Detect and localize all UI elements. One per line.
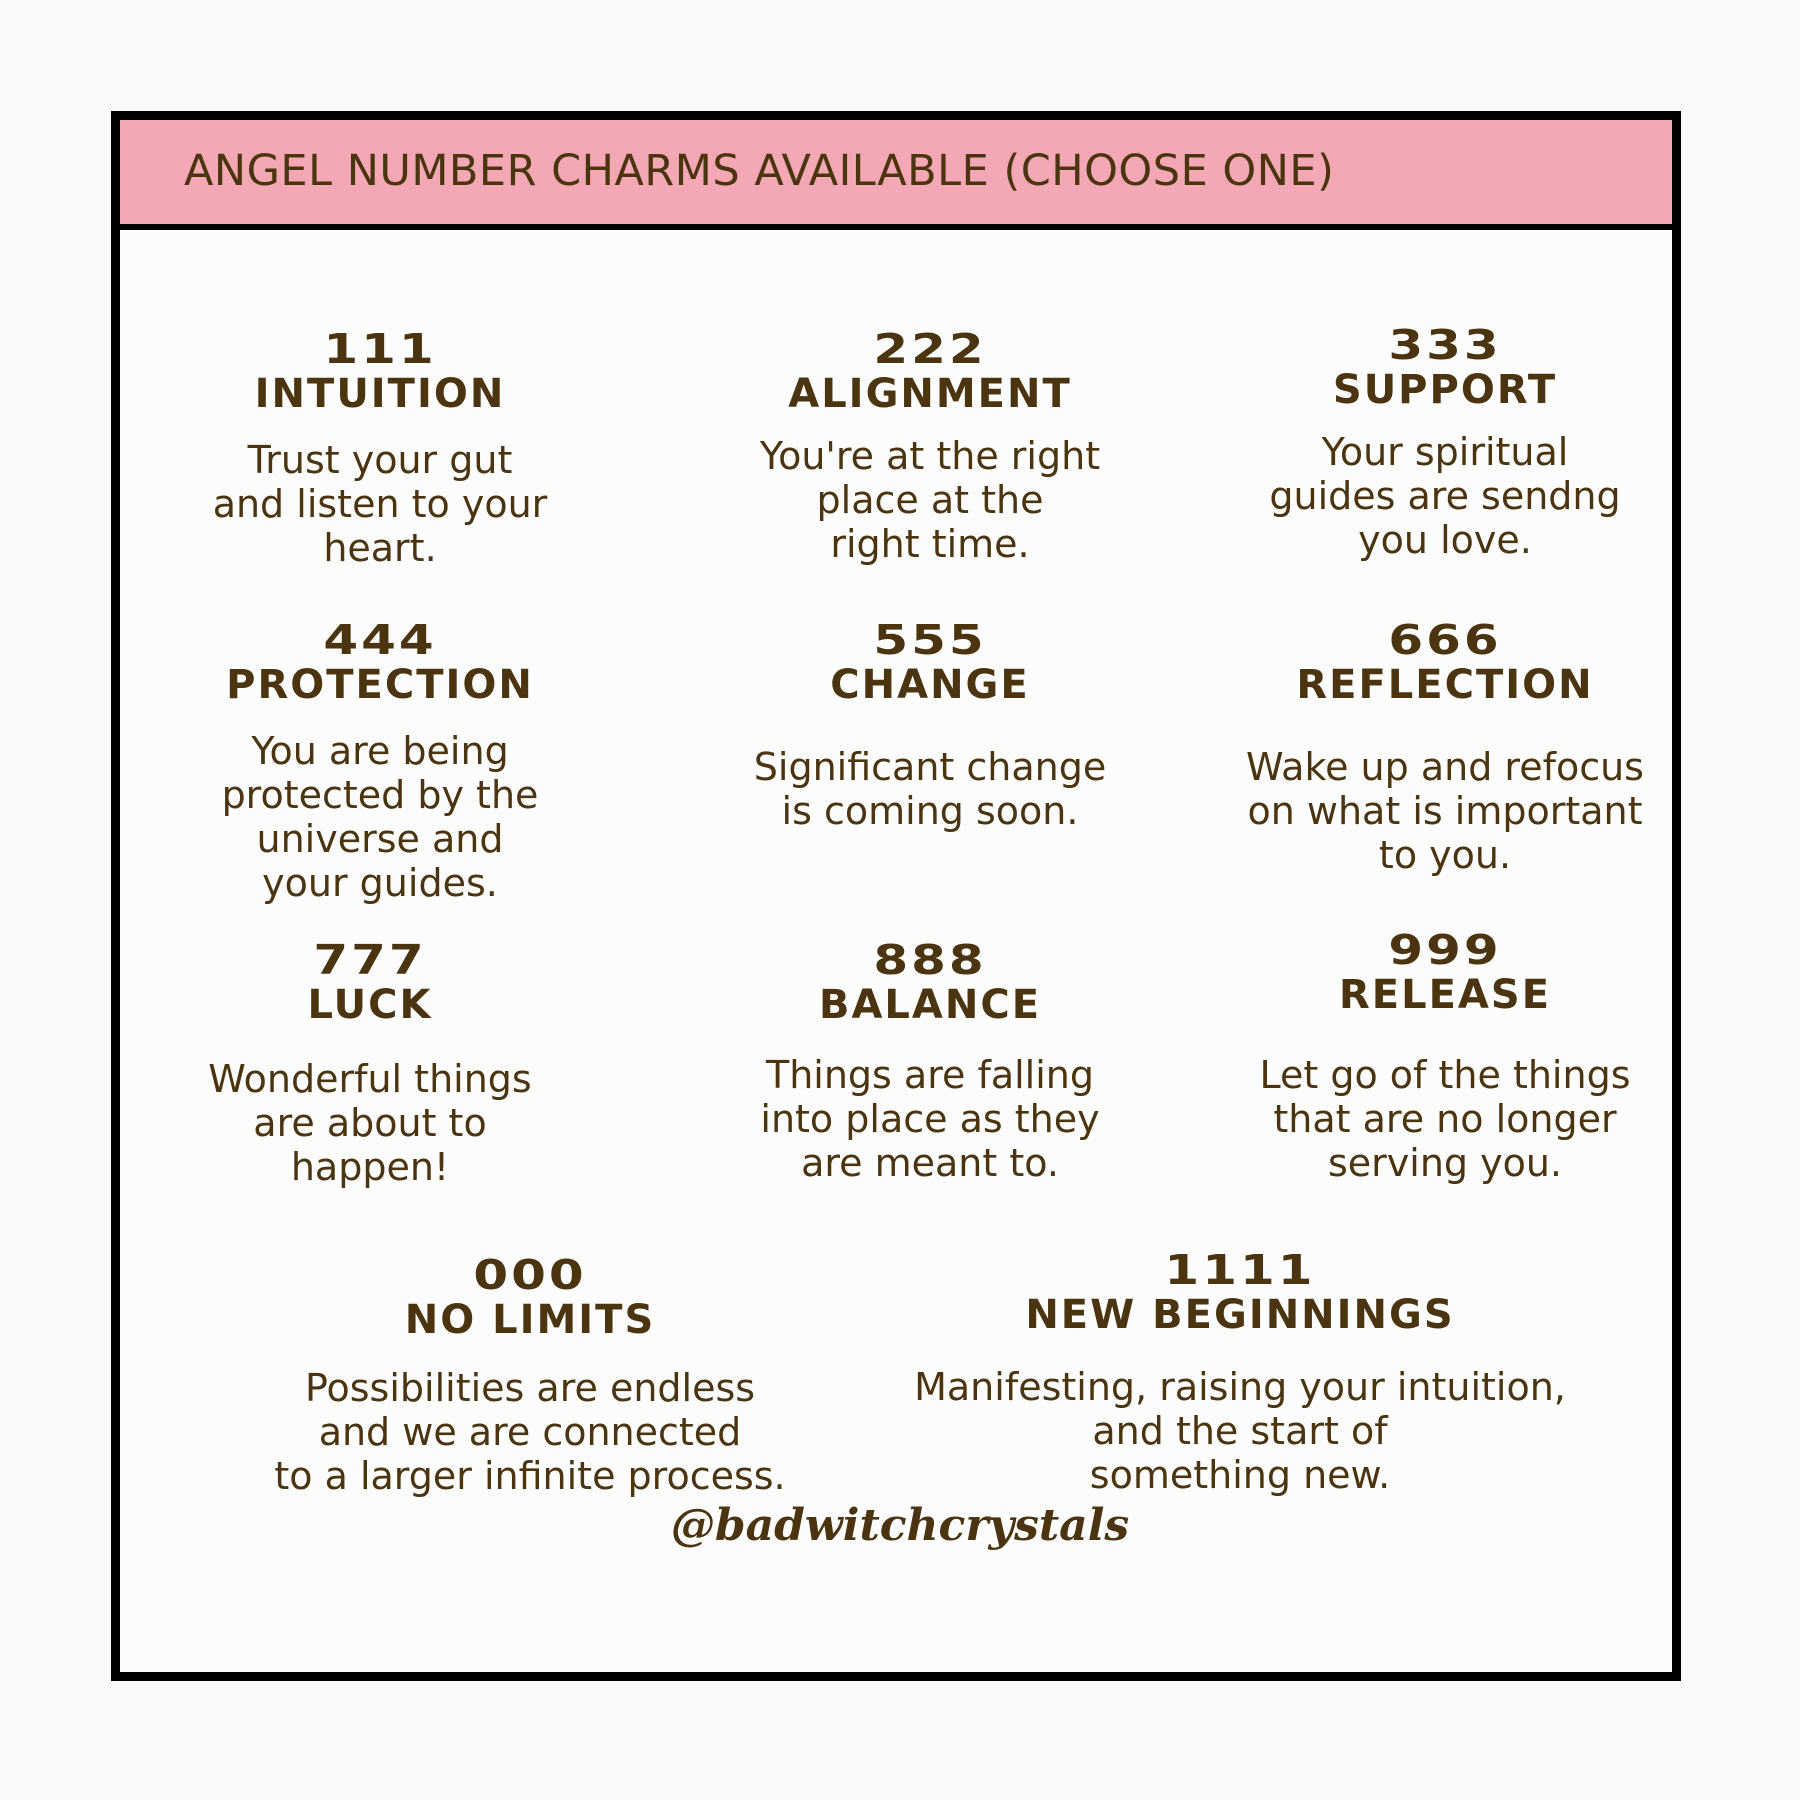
charm-name: REFLECTION	[1296, 662, 1594, 708]
charm-1111	[870, 1245, 1610, 1497]
charm-number: 777	[313, 936, 427, 984]
charm-number: 222	[873, 325, 987, 373]
charm-name: BALANCE	[818, 982, 1042, 1028]
charm-name: SUPPORT	[1332, 367, 1558, 413]
charm-description: You're at the right place at the right time.	[759, 434, 1101, 566]
charm-name: NEW BEGINNINGS	[1025, 1292, 1455, 1338]
charm-number: 000	[473, 1251, 587, 1299]
charm-description: Your spiritual guides are sendng you love.	[1269, 430, 1621, 562]
charm-number: 444	[323, 616, 437, 664]
charm-name: RELEASE	[1338, 972, 1552, 1018]
charm-description: You are being protected by the universe and your guides.	[221, 729, 539, 905]
charm-description: Possibilities are endless and we are connected to a larger infinite process.	[274, 1366, 786, 1498]
charm-888	[700, 935, 1160, 1185]
charm-999	[1210, 925, 1680, 1185]
charm-000	[240, 1250, 820, 1498]
header-band	[120, 120, 1672, 230]
charm-111	[155, 324, 605, 570]
charm-name: INTUITION	[254, 371, 506, 417]
charm-description: Wake up and refocus on what is important to you.	[1246, 745, 1644, 877]
charm-description: Things are falling into place as they are meant to.	[760, 1053, 1100, 1185]
charm-666	[1200, 615, 1690, 877]
charm-number: 888	[873, 936, 987, 984]
page-title: ANGEL NUMBER CHARMS AVAILABLE (CHOOSE ONE)	[184, 146, 1335, 196]
charm-name: LUCK	[307, 982, 433, 1028]
charm-name: CHANGE	[830, 662, 1030, 708]
charm-777	[140, 935, 600, 1189]
charm-number: 333	[1388, 321, 1502, 369]
charm-name: NO LIMITS	[404, 1297, 656, 1343]
charm-description: Significant change is coming soon.	[753, 745, 1107, 833]
charm-444	[140, 615, 620, 905]
charm-number: 555	[873, 616, 987, 664]
charm-description: Manifesting, raising your intuition, and the start of something new.	[914, 1365, 1566, 1497]
charm-name: ALIGNMENT	[788, 371, 1072, 417]
social-handle: @badwitchcrystals	[670, 1500, 1130, 1551]
charm-333	[1210, 320, 1680, 562]
charm-description: Let go of the things that are no longer serving you.	[1259, 1053, 1631, 1185]
charm-number: 111	[323, 325, 437, 373]
charm-description: Wonderful things are about to happen!	[208, 1057, 532, 1189]
charm-number: 1111	[1164, 1246, 1316, 1294]
charm-name: PROTECTION	[226, 662, 534, 708]
charm-description: Trust your gut and listen to your heart.	[212, 438, 548, 570]
charm-222	[700, 324, 1160, 566]
charm-number: 666	[1388, 616, 1502, 664]
charm-555	[700, 615, 1160, 833]
charm-number: 999	[1388, 926, 1502, 974]
